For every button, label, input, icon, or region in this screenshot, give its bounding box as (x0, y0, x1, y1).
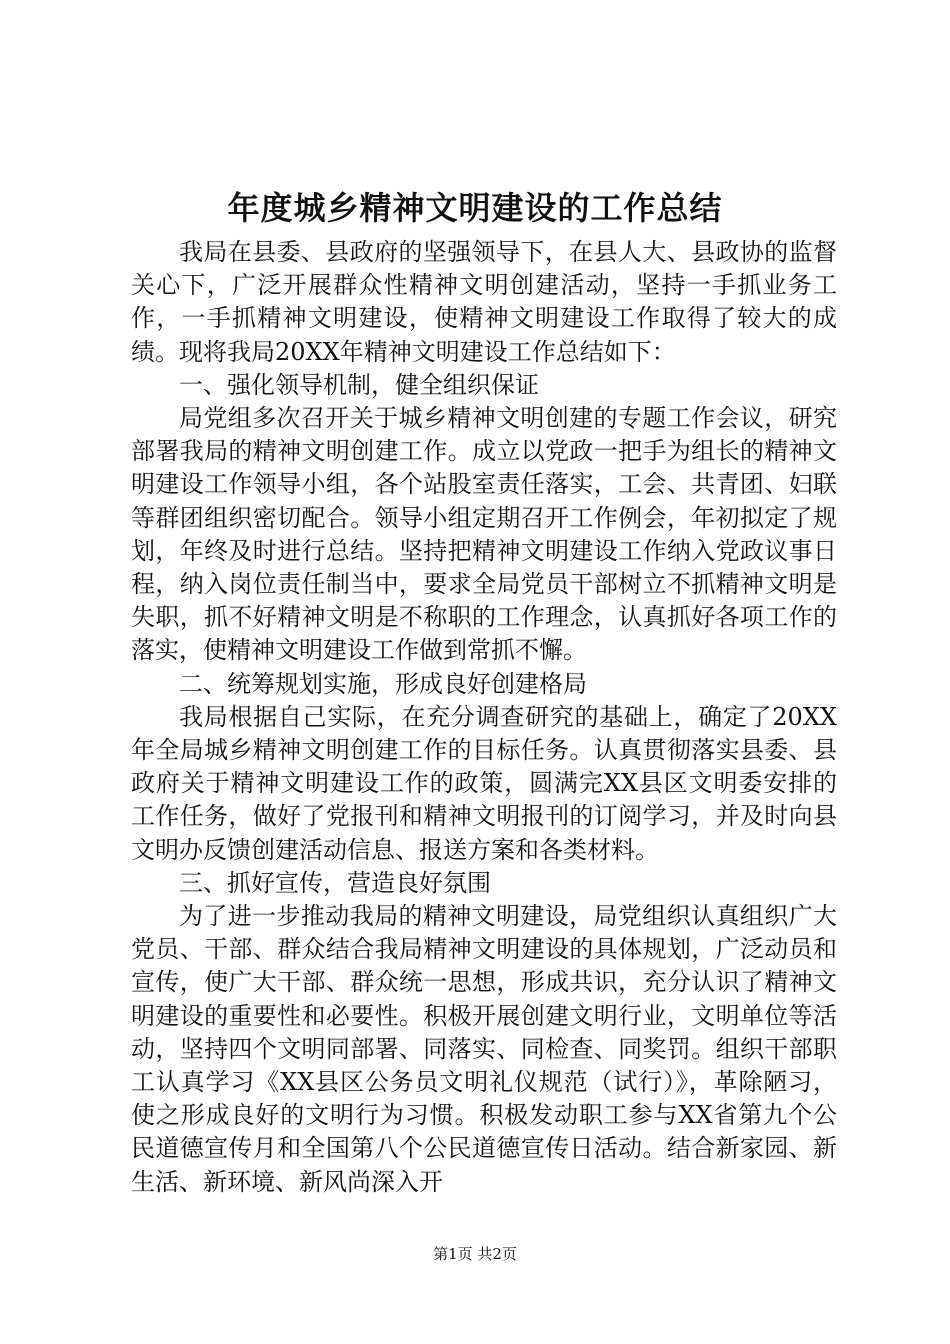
section-heading-3: 三、抓好宣传，营造良好氛围 (179, 868, 491, 897)
section-3-paragraph: 为了进一步推动我局的精神文明建设，局党组织认真组织广大党员、干部、群众结合我局精神文明建设的具体规划，广泛动员和宣传，使广大干部、群众统一思想，形成共识，充分认识了精神文明建设的重要性和必要性。积极开展创建文明行业，文明单位等活动，坚持四个文明同部署、同落实、同检查、同奖罚。组织干部职工认真学习《XX县区公务员文明礼仪规范（试行）》，革除陋习，使之形成良好的文明行为习惯。积极发动职工参与XX省第九个公民道德宣传月和全国第八个公民道德宣传日活动。结合新家园、新生活、新环境、新风尚深入开 (131, 902, 837, 1196)
page-number-footer: 第1页 共2页 (433, 1245, 517, 1263)
intro-paragraph: 我局在县委、县政府的坚强领导下，在县人大、县政协的监督关心下，广泛开展群众性精神文明创建活动，坚持一手抓业务工作，一手抓精神文明建设，使精神文明建设工作取得了较大的成绩。现将我局20XX年精神文明建设工作总结如下： (131, 238, 837, 366)
document-title: 年度城乡精神文明建设的工作总结 (227, 189, 723, 227)
section-2-paragraph: 我局根据自己实际，在充分调查研究的基础上，确定了20XX年全局城乡精神文明创建工作的目标任务。认真贯彻落实县委、县政府关于精神文明建设工作的政策，圆满完XX县区文明委安排的工作任务，做好了党报刊和精神文明报刊的订阅学习，并及时向县文明办反馈创建活动信息、报送方案和各类材料。 (131, 702, 837, 864)
section-1-paragraph: 局党组多次召开关于城乡精神文明创建的专题工作会议，研究部署我局的精神文明创建工作。成立以党政一把手为组长的精神文明建设工作领导小组，各个站股室责任落实，工会、共青团、妇联等群团组织密切配合。领导小组定期召开工作例会，年初拟定了规划，年终及时进行总结。坚持把精神文明建设工作纳入党政议事日程，纳入岗位责任制当中，要求全局党员干部树立不抓精神文明是失职，抓不好精神文明是不称职的工作理念，认真抓好各项工作的落实，使精神文明建设工作做到常抓不懈。 (131, 404, 837, 665)
document-body (131, 236, 837, 1199)
section-heading-2: 二、统筹规划实施，形成良好创建格局 (179, 669, 587, 698)
section-heading-1: 一、强化领导机制，健全组织保证 (179, 370, 539, 399)
